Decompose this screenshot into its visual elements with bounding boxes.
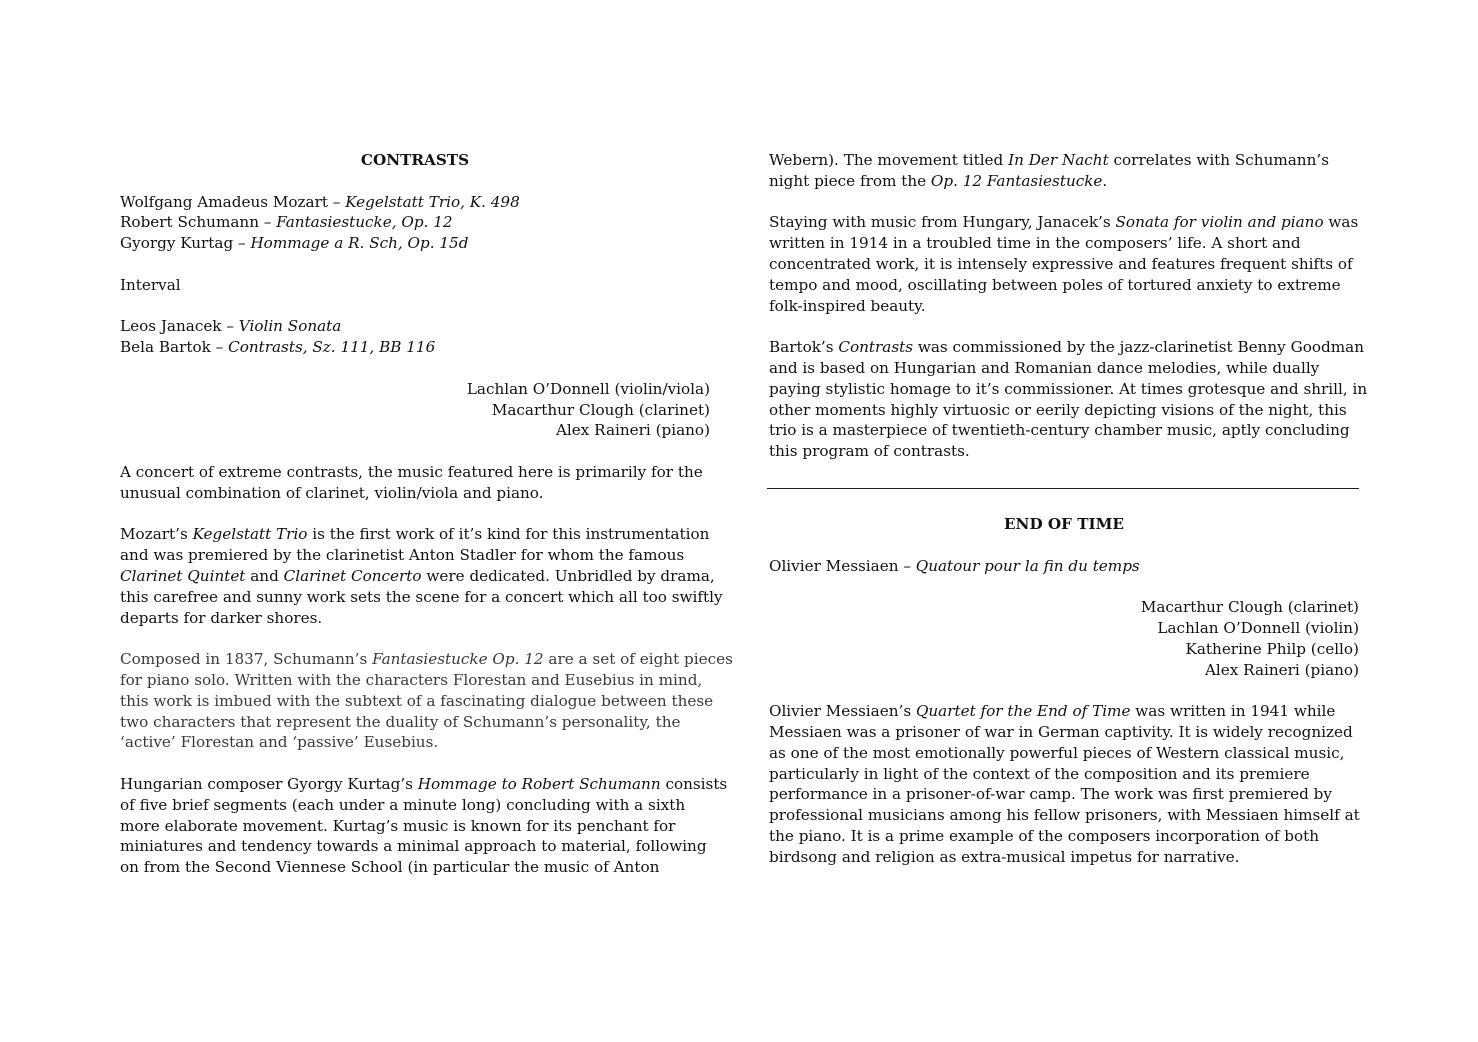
performers-list — [769, 597, 1359, 680]
performer: Macarthur Clough (clarinet) — [1140, 598, 1359, 617]
program-item: Wolfgang Amadeus Mozart – Kegelstatt Trio, K. 498 — [120, 192, 520, 211]
intro-paragraph: A concert of extreme contrasts, the music featured here is primarily for the unusual combination of clarinet, violin/viola and piano. — [120, 462, 703, 502]
performer: Macarthur Clough (clarinet) — [491, 400, 710, 419]
performers-list — [120, 379, 710, 441]
performer: Alex Raineri (piano) — [555, 421, 710, 440]
performer: Alex Raineri (piano) — [1204, 660, 1359, 679]
janacek-paragraph: Staying with music from Hungary, Janacek’s Sonata for violin and piano was written in 1914 in a troubled time in the composers’ life. A short and concentrated work, it is intensely expressive and features frequent shifts of tempo and mood, oscillating between poles of tortured anxiety to extreme folk-inspired beauty. — [769, 213, 1359, 315]
program-list — [120, 192, 710, 254]
program-list-second-half — [120, 316, 710, 358]
mozart-paragraph: Mozart’s Kegelstatt Trio is the first work of it’s kind for this instrumentation and was premiered by the clarinetist Anton Stadler for whom the famous Clarinet Quintet and Clarinet Concerto were dedicated. Unbridled by drama, this carefree and sunny work sets the scene for a concert which all too swiftly departs for darker shores. — [120, 525, 723, 627]
performer: Katherine Philp (cello) — [1185, 639, 1359, 658]
concert-title-contrasts: CONTRASTS — [360, 151, 470, 169]
performer: Lachlan O’Donnell (violin) — [1157, 618, 1359, 637]
messiaen-paragraph: Olivier Messiaen’s Quartet for the End of Time was written in 1941 while Messiaen was a prisoner of war in German captivity. It is widely recognized as one of the most emotionally powerful pieces of Western classical music, particularly in light of the context of the composition and its premiere performance in a prisoner-of-war camp. The work was first premiered by professional musicians among his fellow prisoners, with Messiaen himself at the piano. It is a prime example of the composers incorporation of both birdsong and religion as extra-musical impetus for narrative. — [769, 702, 1360, 866]
program-item: Bela Bartok – Contrasts, Sz. 111, BB 116 — [120, 338, 436, 357]
performer: Lachlan O’Donnell (violin/viola) — [466, 379, 710, 398]
program-item: Olivier Messiaen – Quatour pour la fin du temps — [769, 556, 1140, 575]
bartok-paragraph: Bartok’s Contrasts was commissioned by the jazz-clarinetist Benny Goodman and is based on Hungarian and Romanian dance melodies, while dually paying stylistic homage to it’s commissioner. At times grotesque and shrill, in other moments highly virtuosic or eerily depicting visions of the night, this trio is a masterpiece of twentieth-century chamber music, aptly concluding this program of contrasts. — [769, 338, 1368, 461]
concert-title-end-of-time: END OF TIME — [1003, 515, 1124, 533]
interval-label: Interval — [120, 275, 181, 294]
end-of-time-section — [769, 514, 1359, 868]
webern-paragraph: Webern). The movement titled In Der Nacht correlates with Schumann’s night piece from the Op. 12 Fantasiestucke. — [769, 151, 1329, 190]
section-divider — [767, 488, 1359, 489]
schumann-paragraph: Composed in 1837, Schumann’s Fantasiestucke Op. 12 are a set of eight pieces for piano solo. Written with the characters Florestan and Eusebius in mind, this work is imbued with the subtext of a fascinating dialogue between these two characters that represent the duality of Schumann’s personality, the ‘active’ Florestan and ‘passive’ Eusebius. — [120, 650, 733, 752]
program-item: Leos Janacek – Violin Sonata — [120, 317, 342, 336]
program-item: Robert Schumann – Fantasiestucke, Op. 12 — [120, 213, 453, 232]
left-column — [120, 150, 733, 878]
right-column — [769, 150, 1368, 462]
kurtag-paragraph: Hungarian composer Gyorgy Kurtag’s Hommage to Robert Schumann consists of five brief segments (each under a minute long) concluding with a sixth more elaborate movement. Kurtag’s music is known for its penchant for miniatures and tendency towards a minimal approach to material, following on from the Second Viennese School (in particular the music of Anton — [120, 774, 728, 877]
program-item: Gyorgy Kurtag – Hommage a R. Sch, Op. 15d — [120, 234, 469, 253]
